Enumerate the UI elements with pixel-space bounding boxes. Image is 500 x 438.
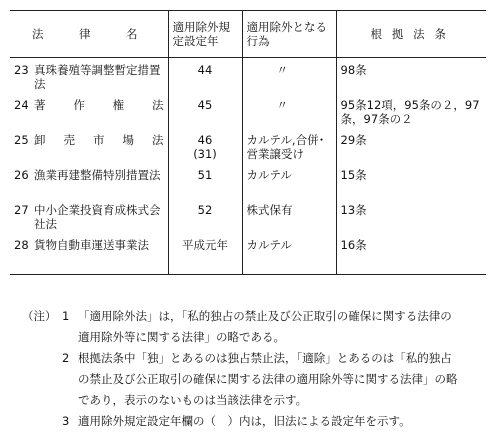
law-name: 中小企業投資育成株式会社法 <box>34 203 161 231</box>
footnote-1: （注） 1 「適用除外法」は，「私的独占の禁止及び公正取引の確保に関する法律の <box>22 306 492 327</box>
act-cell: カルテル <box>242 233 336 275</box>
basis-cell: 15条 <box>336 163 486 198</box>
year-cell: 平成元年 <box>168 233 242 275</box>
law-name-cell <box>10 93 168 128</box>
header-law-name: 法 律 名 <box>10 11 168 58</box>
law-name: 貨物自動車運送事業法 <box>34 238 149 252</box>
header-year: 適用除外規定設定年 <box>168 11 242 58</box>
row-number: 26 <box>14 168 29 182</box>
table-row <box>10 58 486 94</box>
table-row <box>10 163 486 198</box>
basis-cell: 16条 <box>336 233 486 275</box>
footnote-number: 1 <box>62 309 70 323</box>
act-cell: カルテル,合併･営業譲受け <box>242 128 336 163</box>
law-name: 真珠養殖等調整暫定措置法 <box>34 63 161 91</box>
table-row <box>10 93 486 128</box>
law-name-cell <box>10 128 168 163</box>
footnote-number: 3 <box>62 414 70 428</box>
row-number: 23 <box>14 63 29 77</box>
act-cell: 〃 <box>242 93 336 128</box>
basis-cell: 98条 <box>336 58 486 94</box>
row-number: 27 <box>14 203 29 217</box>
header-act: 適用除外となる行為 <box>242 11 336 58</box>
law-name-cell <box>10 163 168 198</box>
basis-cell: 13条 <box>336 198 486 233</box>
year-cell: 46 (31) <box>168 128 242 163</box>
footnote-number: 2 <box>62 351 70 365</box>
table-row <box>10 128 486 163</box>
row-number: 28 <box>14 238 29 252</box>
year-cell: 51 <box>168 163 242 198</box>
basis-cell: 29条 <box>336 128 486 163</box>
footnote-3: 3 適用除外規定設定年欄の（ ）内は，旧法による設定年を示す。 <box>22 411 492 432</box>
act-cell: 〃 <box>242 58 336 94</box>
act-cell: 株式保有 <box>242 198 336 233</box>
law-name: 著 作 権 法 <box>34 98 164 112</box>
law-name: 漁業再建整備特別措置法 <box>34 168 161 182</box>
row-number: 25 <box>14 133 29 147</box>
table-header-row <box>10 11 486 58</box>
year-cell: 52 <box>168 198 242 233</box>
footnotes: （注） 1 「適用除外法」は，「私的独占の禁止及び公正取引の確保に関する法律の 適用除外等に関する法律」の略である。 2 根拠法条中「独」とあるのは独占禁止法，「適除」とあるのは「私的独占 の禁止及び公正取引の確保に関する法律の適用除外等に関する法律」の略 であり，表示のないものは当該法律を示す。 3 適用除外規定設定年欄の（ ）内は，旧法による設定年を示す。 <box>22 306 492 432</box>
footnote-2: 2 根拠法条中「独」とあるのは独占禁止法，「適除」とあるのは「私的独占 <box>22 348 492 369</box>
act-cell: カルテル <box>242 163 336 198</box>
law-name-cell <box>10 233 168 275</box>
law-exemption-table <box>10 10 486 275</box>
law-name-cell <box>10 58 168 94</box>
old-law-year: (31) <box>193 147 217 161</box>
law-name-cell <box>10 198 168 233</box>
footnote-label: （注） <box>22 309 57 323</box>
table-row <box>10 233 486 275</box>
basis-cell: 95条12項，95条の２，97条，97条の２ <box>336 93 486 128</box>
table-row <box>10 198 486 233</box>
year-cell: 44 <box>168 58 242 94</box>
year-cell: 45 <box>168 93 242 128</box>
row-number: 24 <box>14 98 29 112</box>
header-basis: 根 拠 法 条 <box>336 11 486 58</box>
law-name: 卸 売 市 場 法 <box>34 133 164 147</box>
